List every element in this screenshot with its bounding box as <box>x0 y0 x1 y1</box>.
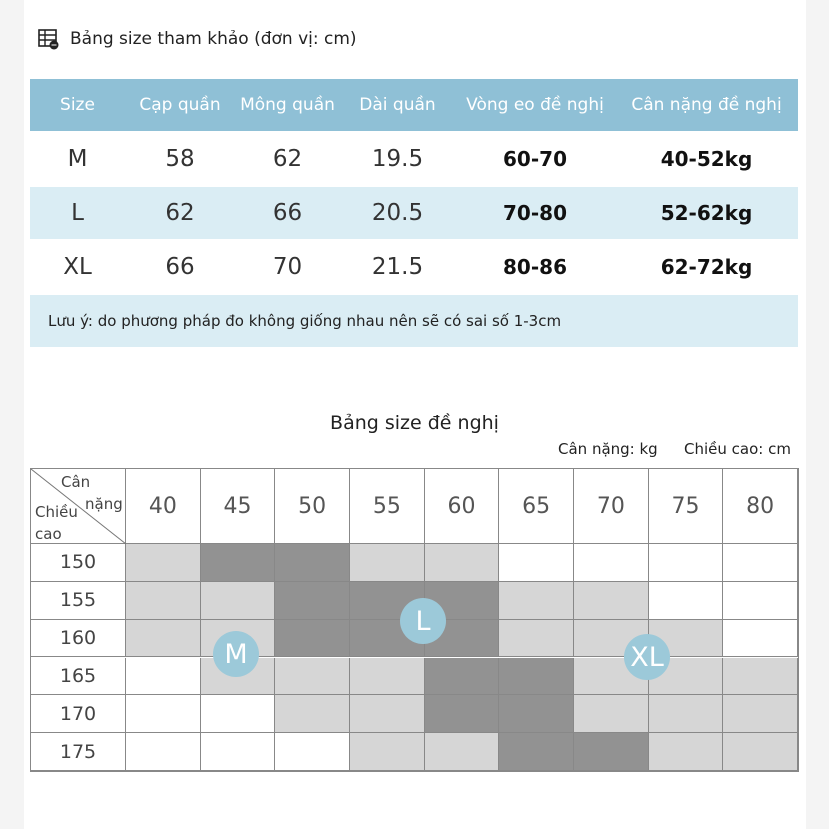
height-unit-label: Chiều cao: cm <box>684 440 791 458</box>
table-cell: L <box>71 200 84 226</box>
height-row-label: 170 <box>31 695 126 733</box>
grid-cell <box>350 658 425 696</box>
height-row-label: 175 <box>31 733 126 771</box>
column-header: Cân nặng đề nghị <box>631 95 782 115</box>
grid-cell <box>126 733 201 771</box>
grid-cell <box>723 733 798 771</box>
weight-header-cell: 50 <box>275 469 350 544</box>
grid-cell <box>499 733 574 771</box>
grid-cell <box>499 620 574 658</box>
grid-cell <box>649 695 724 733</box>
size-badge-l: L <box>400 598 446 644</box>
weight-header-cell: 45 <box>201 469 276 544</box>
table-cell: 80-86 <box>503 255 567 279</box>
table-cell: 70-80 <box>503 201 567 225</box>
table-cell: 58 <box>165 146 195 172</box>
grid-cell <box>201 733 276 771</box>
grid-cell <box>723 544 798 582</box>
grid-cell <box>649 544 724 582</box>
table-cell: 66 <box>165 254 195 280</box>
table-cell: 62 <box>165 200 195 226</box>
height-row-label: 155 <box>31 582 126 620</box>
grid-cell <box>275 658 350 696</box>
grid-cell <box>574 544 649 582</box>
table-row <box>30 239 798 295</box>
weight-header-cell: 70 <box>574 469 649 544</box>
grid-cell <box>723 658 798 696</box>
height-row-label: 165 <box>31 658 126 696</box>
grid-cell <box>126 620 201 658</box>
column-header: Size <box>60 95 95 115</box>
grid-cell <box>649 582 724 620</box>
corner-height-label: Chiều <box>35 503 78 521</box>
grid-cell <box>574 695 649 733</box>
grid-cell <box>126 658 201 696</box>
table-cell: 19.5 <box>371 146 424 172</box>
corner-weight-label-2: nặng <box>85 495 123 513</box>
grid-cell <box>499 544 574 582</box>
weight-header-cell: 40 <box>126 469 201 544</box>
table-cell: 21.5 <box>371 254 424 280</box>
grid-cell <box>350 733 425 771</box>
weight-unit-label: Cân nặng: kg <box>558 440 658 458</box>
column-header: Mông quần <box>240 95 335 115</box>
grid-cell <box>723 695 798 733</box>
grid-cell <box>425 658 500 696</box>
table-cell: 62-72kg <box>660 255 753 279</box>
height-row-label: 150 <box>31 544 126 582</box>
weight-header-cell: 65 <box>499 469 574 544</box>
grid-cell <box>425 544 500 582</box>
weight-header-cell: 75 <box>649 469 724 544</box>
height-row-label: 160 <box>31 620 126 658</box>
table-cell: 20.5 <box>371 200 424 226</box>
recommend-title: Bảng size đề nghị <box>330 412 499 434</box>
grid-cell <box>499 695 574 733</box>
grid-cell <box>126 544 201 582</box>
grid-cell <box>201 544 276 582</box>
grid-cell <box>574 582 649 620</box>
grid-cell <box>275 582 350 620</box>
grid-cell <box>275 733 350 771</box>
table-cell: 40-52kg <box>660 147 753 171</box>
column-header: Dài quần <box>359 95 436 115</box>
table-cell: 52-62kg <box>660 201 753 225</box>
grid-cell <box>275 544 350 582</box>
grid-cell <box>649 733 724 771</box>
grid-cell <box>350 544 425 582</box>
grid-cell <box>201 695 276 733</box>
table-ruler-icon <box>38 28 60 50</box>
header <box>38 28 357 50</box>
header-title: Bảng size tham khảo (đơn vị: cm) <box>70 29 357 49</box>
table-cell: M <box>67 146 88 172</box>
grid-cell <box>425 733 500 771</box>
grid-cell <box>425 695 500 733</box>
table-cell: XL <box>63 254 92 280</box>
grid-cell <box>723 582 798 620</box>
weight-header-cell: 60 <box>425 469 500 544</box>
measurement-note: Lưu ý: do phương pháp đo không giống nhau nên sẽ có sai số 1-3cm <box>30 295 798 347</box>
grid-cell <box>574 733 649 771</box>
size-table <box>30 79 798 347</box>
grid-cell <box>275 620 350 658</box>
grid-cell <box>723 620 798 658</box>
grid-cell <box>499 658 574 696</box>
table-cell: 66 <box>272 200 303 226</box>
table-cell: 62 <box>272 146 303 172</box>
table-cell: 60-70 <box>503 147 567 171</box>
grid-cell <box>201 582 276 620</box>
table-row <box>30 131 798 187</box>
grid-cell <box>126 582 201 620</box>
size-badge-xl: XL <box>624 634 670 680</box>
table-row <box>30 187 798 239</box>
grid-cell <box>275 695 350 733</box>
grid-cell <box>126 695 201 733</box>
grid-corner <box>31 469 126 544</box>
weight-header-cell: 55 <box>350 469 425 544</box>
grid-cell <box>350 695 425 733</box>
grid-cell <box>499 582 574 620</box>
column-header: Cạp quần <box>139 95 221 115</box>
table-cell: 70 <box>272 254 303 280</box>
column-header: Vòng eo đề nghị <box>466 95 604 115</box>
size-badge-m: M <box>213 631 259 677</box>
corner-weight-label: Cân <box>61 473 91 491</box>
weight-header-cell: 80 <box>723 469 798 544</box>
corner-height-label-2: cao <box>35 525 62 543</box>
size-table-header <box>30 79 798 131</box>
